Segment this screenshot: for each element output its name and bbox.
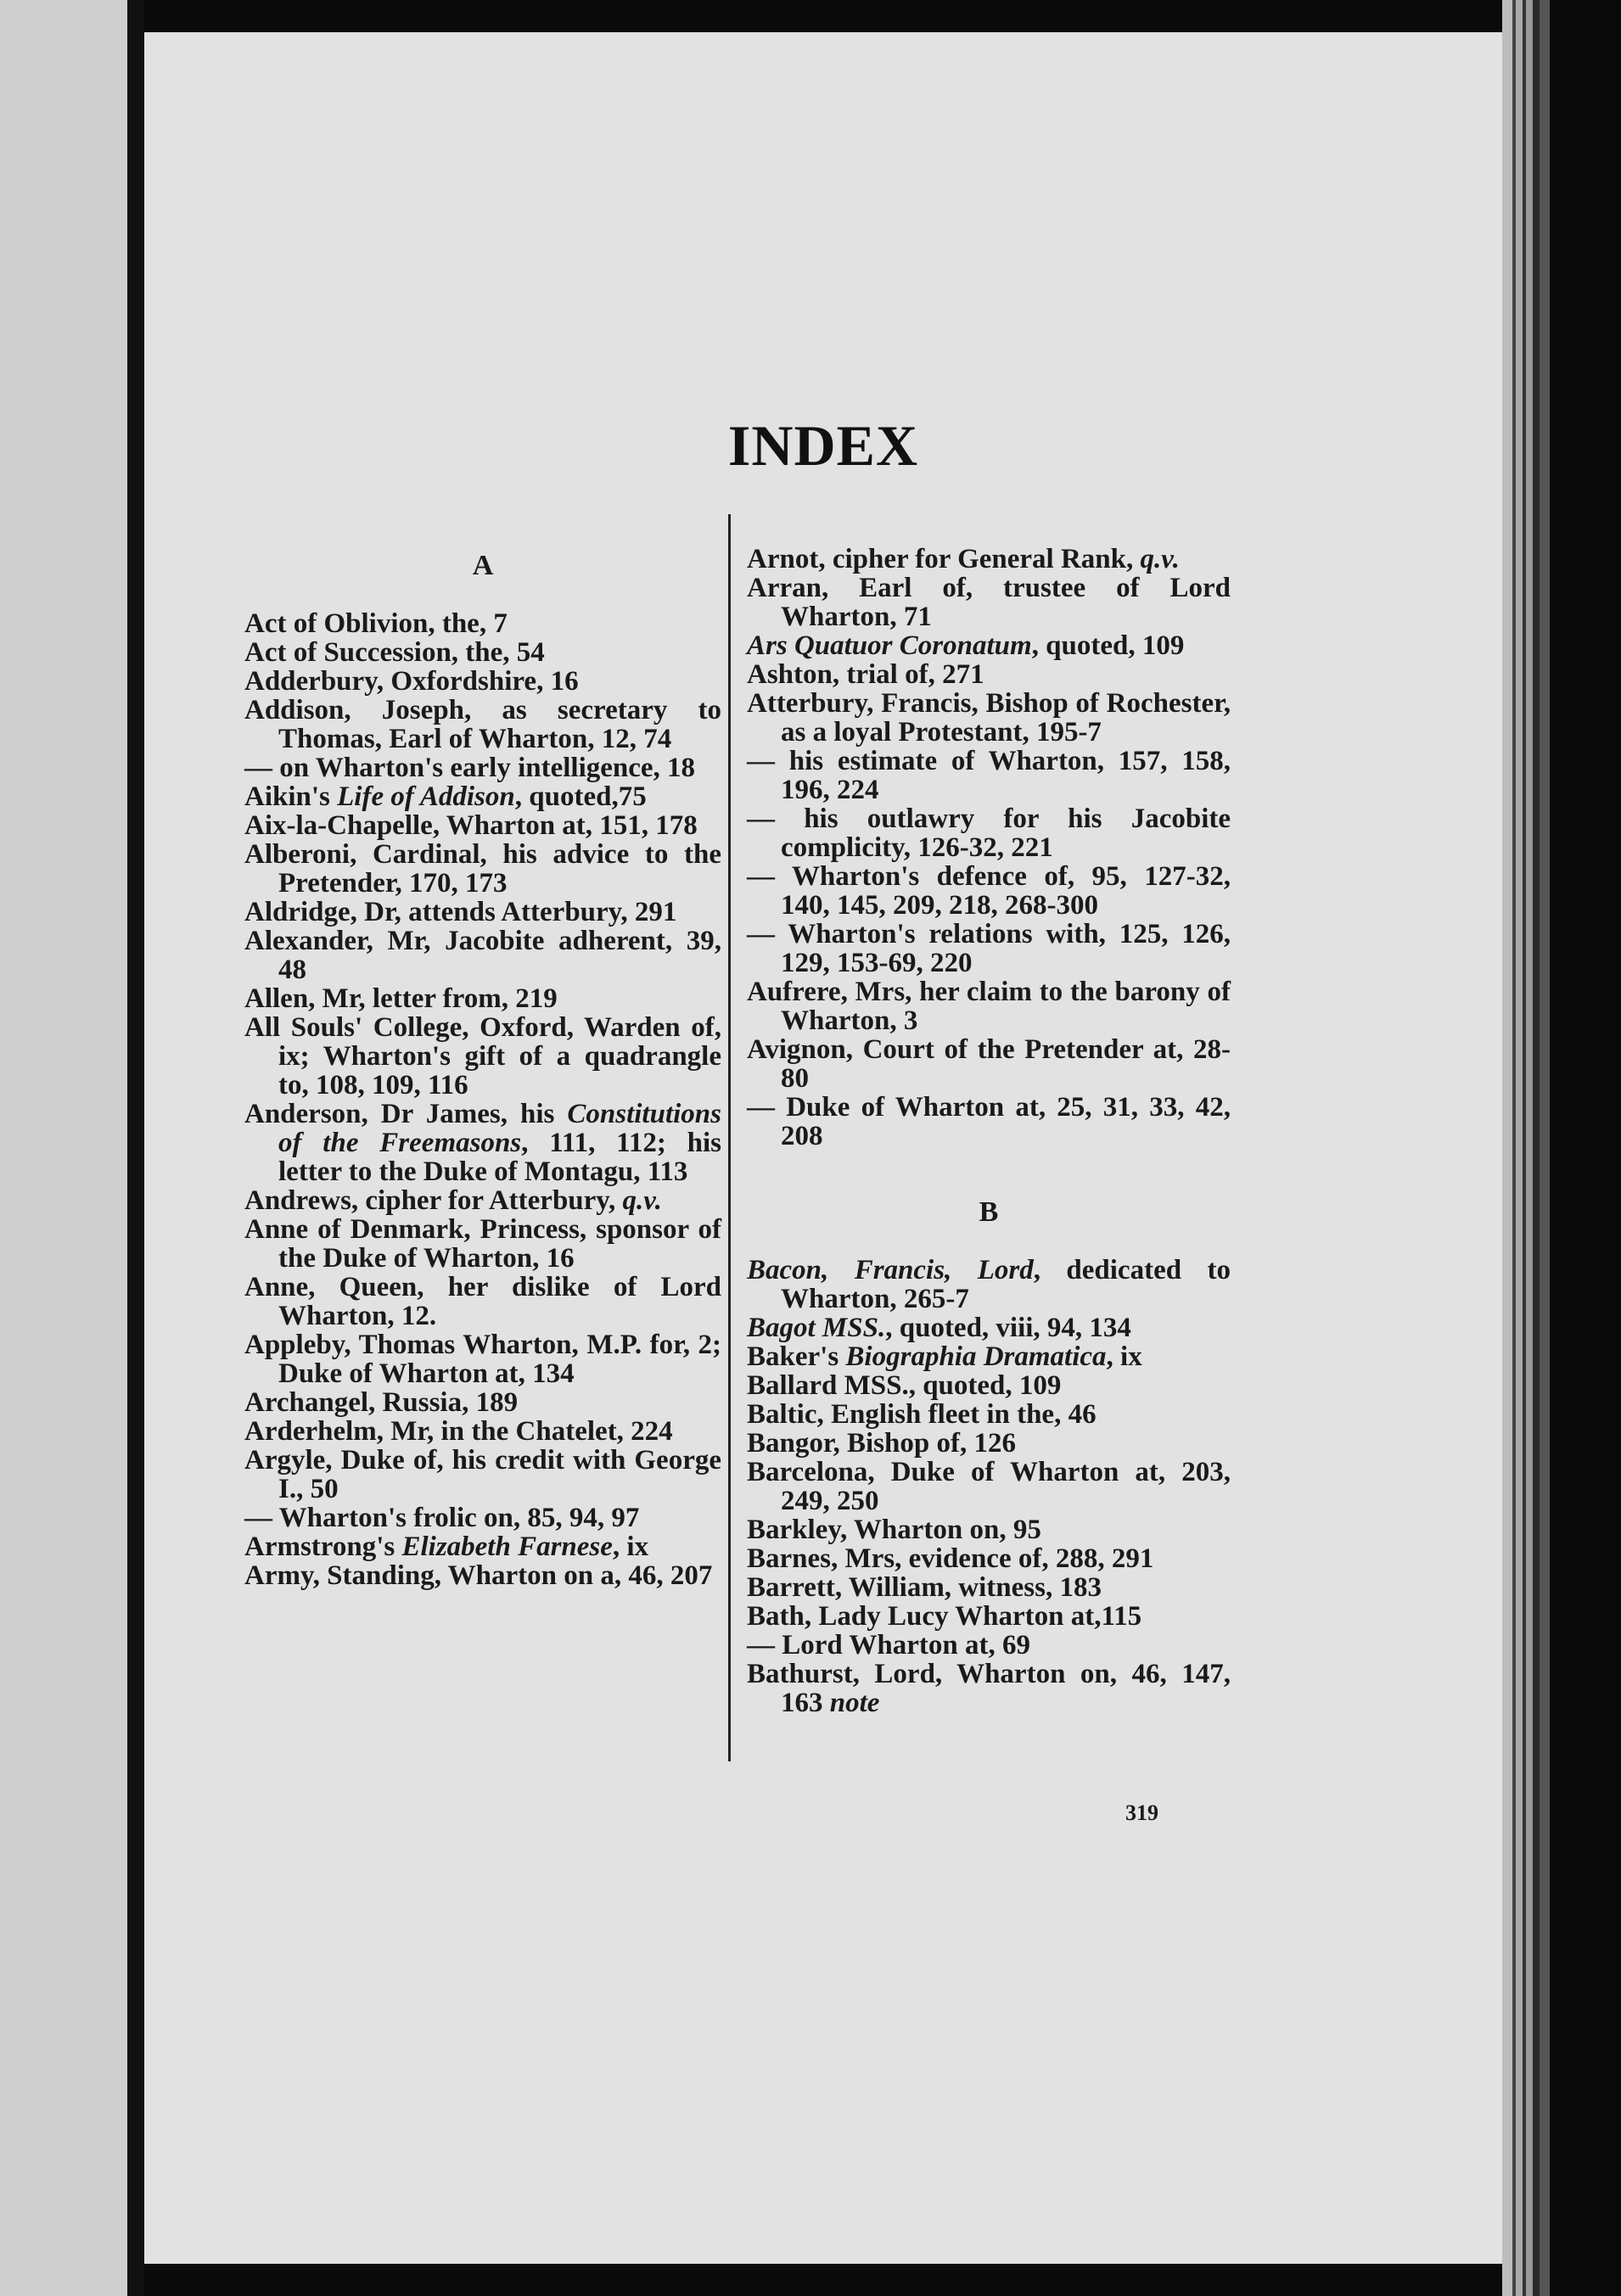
index-entry: Anne of Denmark, Princess, sponsor of the Duke of Wharton, 16: [244, 1214, 721, 1274]
index-entry: Bagot MSS., quoted, viii, 94, 134: [747, 1313, 1131, 1343]
index-entry: Avignon, Court of the Pretender at, 28-80: [747, 1034, 1231, 1094]
index-entry: Ashton, trial of, 271: [747, 659, 984, 690]
index-entry: Bangor, Bishop of, 126: [747, 1428, 1016, 1459]
index-entry: Anne, Queen, her dislike of Lord Wharton, 12.: [244, 1272, 721, 1331]
left-page-edge: [0, 0, 144, 2296]
book-spine-edge: [1502, 0, 1621, 2296]
index-entry: Baker's Biographia Dramatica, ix: [747, 1341, 1142, 1372]
index-entry: Atterbury, Francis, Bishop of Rochester, as a loyal Protestant, 195-7: [747, 688, 1231, 748]
index-entry: Act of Oblivion, the, 7: [244, 608, 508, 639]
index-page: [144, 32, 1502, 2264]
index-entry: Aldridge, Dr, attends Atterbury, 291: [244, 897, 677, 927]
index-entry: Andrews, cipher for Atterbury, q.v.: [244, 1185, 662, 1216]
index-subentry: — Wharton's frolic on, 85, 94, 97: [244, 1503, 640, 1533]
index-subentry: — Duke of Wharton at, 25, 31, 33, 42, 208: [747, 1092, 1231, 1151]
index-entry: Alexander, Mr, Jacobite adherent, 39, 48: [244, 926, 721, 985]
index-entry: Arran, Earl of, trustee of Lord Wharton, 71: [747, 573, 1231, 632]
index-entry: Argyle, Duke of, his credit with George I., 50: [244, 1445, 721, 1504]
index-entry: All Souls' College, Oxford, Warden of, ix; Wharton's gift of a quadrangle to, 108, 109, 116: [244, 1012, 721, 1100]
index-entry: Bathurst, Lord, Wharton on, 46, 147, 163 note: [747, 1659, 1231, 1718]
index-entry: Barnes, Mrs, evidence of, 288, 291: [747, 1543, 1154, 1574]
index-entry: Barrett, William, witness, 183: [747, 1572, 1102, 1603]
column-divider: [728, 514, 731, 1761]
index-entry: Barkley, Wharton on, 95: [747, 1515, 1041, 1545]
index-entry: Ballard MSS., quoted, 109: [747, 1370, 1062, 1401]
page-title: INDEX: [727, 413, 919, 478]
index-entry: Alberoni, Cardinal, his advice to the Pretender, 170, 173: [244, 839, 721, 899]
index-entry: Appleby, Thomas Wharton, M.P. for, 2; Duke of Wharton at, 134: [244, 1330, 721, 1389]
index-subentry: — Wharton's relations with, 125, 126, 129, 153-69, 220: [747, 919, 1231, 978]
index-entry: Barcelona, Duke of Wharton at, 203, 249, 250: [747, 1457, 1231, 1516]
section-letter-b: B: [979, 1196, 999, 1228]
index-entry: Act of Succession, the, 54: [244, 637, 545, 668]
index-subentry: — on Wharton's early intelligence, 18: [244, 753, 696, 783]
right-column: [747, 545, 1231, 1717]
index-entry: Bath, Lady Lucy Wharton at,115: [747, 1601, 1142, 1632]
index-entry: Ars Quatuor Coronatum, quoted, 109: [747, 630, 1185, 661]
left-column: [244, 552, 721, 1590]
index-entry: Army, Standing, Wharton on a, 46, 207: [244, 1560, 713, 1591]
index-subentry: — his estimate of Wharton, 157, 158, 196, 224: [747, 746, 1231, 805]
index-subentry: — Lord Wharton at, 69: [747, 1630, 1030, 1660]
index-entry: Archangel, Russia, 189: [244, 1387, 519, 1418]
index-entry: Allen, Mr, letter from, 219: [244, 983, 558, 1014]
page-number: 319: [1125, 1800, 1158, 1825]
index-entry: Aufrere, Mrs, her claim to the barony of Wharton, 3: [747, 977, 1231, 1036]
index-entry: Arnot, cipher for General Rank, q.v.: [747, 544, 1180, 574]
index-entry: Addison, Joseph, as secretary to Thomas, Earl of Wharton, 12, 74: [244, 695, 721, 754]
index-entry: Anderson, Dr James, his Constitutions of the Freemasons, 111, 112; his letter to the Duke of Montagu, 113: [244, 1099, 722, 1187]
index-subentry: — his outlawry for his Jacobite complicity, 126-32, 221: [747, 804, 1231, 863]
index-entry: Aix-la-Chapelle, Wharton at, 151, 178: [244, 810, 698, 841]
section-letter-a: A: [472, 550, 494, 581]
index-entry: Bacon, Francis, Lord, dedicated to Wharton, 265-7: [747, 1255, 1231, 1314]
index-entry: Armstrong's Elizabeth Farnese, ix: [244, 1532, 649, 1562]
index-entry: Aikin's Life of Addison, quoted,75: [244, 781, 647, 812]
index-entry: Baltic, English fleet in the, 46: [747, 1399, 1097, 1430]
index-subentry: — Wharton's defence of, 95, 127-32, 140, 145, 209, 218, 268-300: [747, 861, 1231, 921]
index-entry: Adderbury, Oxfordshire, 16: [244, 666, 579, 697]
index-entry: Arderhelm, Mr, in the Chatelet, 224: [244, 1416, 673, 1447]
